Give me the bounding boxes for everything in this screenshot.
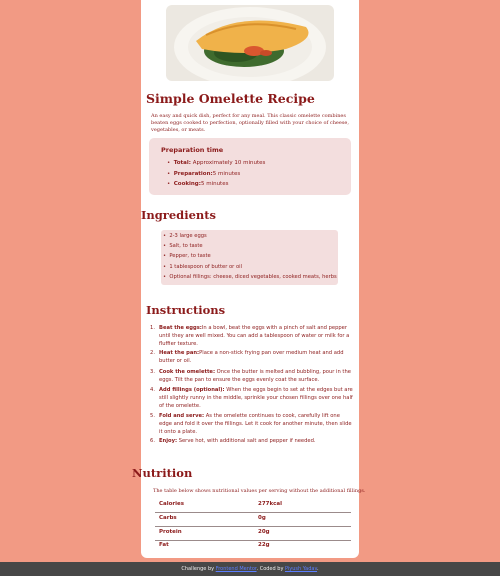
list-item: • Salt, to taste [163,243,203,249]
list-item: • 2-3 large eggs [163,233,207,239]
instruction-step: Enjoy: Serve hot, with additional salt and pepper if needed. [159,438,316,444]
nutrient-name: Carbs [159,515,177,521]
ingredients-list [161,230,338,285]
step-number: 2. [150,350,155,356]
instructions-heading: Instructions [146,303,226,317]
nutrition-row [155,527,351,541]
author-link[interactable]: Piyush Yadav [285,566,318,572]
nutrient-name: Calories [159,501,185,507]
nutrient-value: 0g [258,515,266,521]
nutrition-heading: Nutrition [132,466,193,480]
nutrient-value: 20g [258,529,270,535]
nutrient-name: Protein [159,529,182,535]
step-number: 6. [150,438,155,444]
omelette-image [166,5,334,81]
preparation-box [149,138,351,195]
instruction-step: Fold and serve: As the omelette continues to cook, carefully lift one edge and fold it over the fillings. Let it cook for another minute, then slide it onto a plate. [159,413,352,435]
instruction-step: Beat the eggs:In a bowl, beat the eggs with a pinch of salt and pepper until they are well mixed. You can add a tablespoon of water or milk for a fluffier texture. [159,325,350,347]
nutrition-row [155,513,351,527]
step-number: 1. [150,325,155,331]
instruction-step: Cook the omelette: Once the butter is melted and bubbling, pour in the eggs. Tilt the pan to ensure the eggs evenly coat the surface. [159,369,351,383]
step-number: 3. [150,369,155,375]
nutrient-value: 277kcal [258,501,282,507]
preparation-heading: Preparation time [161,146,224,154]
recipe-intro: An easy and quick dish, perfect for any meal. This classic omelette combines beaten eggs cooked to perfection, optionally filled with your choice of cheese, vegetables, or meats. [151,113,349,133]
list-item: • Optional fillings: cheese, diced vegetables, cooked meats, herbs [163,274,337,280]
page-title: Simple Omelette Recipe [146,91,315,106]
nutrition-row [155,499,351,513]
frontend-mentor-link[interactable]: Frontend Mentor [215,566,257,572]
step-number: 5. [150,413,155,419]
instruction-step: Heat the pan:Place a non-stick frying pan over medium heat and add butter or oil. [159,350,344,364]
prep-item-cooking: • Cooking:5 minutes [167,181,229,187]
step-number: 4. [150,387,155,393]
nutrition-row [155,540,351,553]
list-item: • 1 tablespoon of butter or oil [163,264,243,270]
prep-item-total: • Total: Approximately 10 minutes [167,160,266,166]
nutrition-note: The table below shows nutritional values per serving without the additional fillings. [153,488,366,494]
instruction-step: Add fillings (optional): When the eggs begin to set at the edges but are still slightly runny in the middle, sprinkle your chosen fillings over one half of the omelette. [159,387,353,409]
nutrient-name: Fat [159,542,169,548]
list-item: • Pepper, to taste [163,253,211,259]
nutrient-value: 22g [258,542,270,548]
attribution-footer: Challenge by Frontend Mentor. Coded by Piyush Yadav. [0,562,500,576]
prep-item-preparation: • Preparation:5 minutes [167,171,241,177]
ingredients-heading: Ingredients [141,208,217,222]
